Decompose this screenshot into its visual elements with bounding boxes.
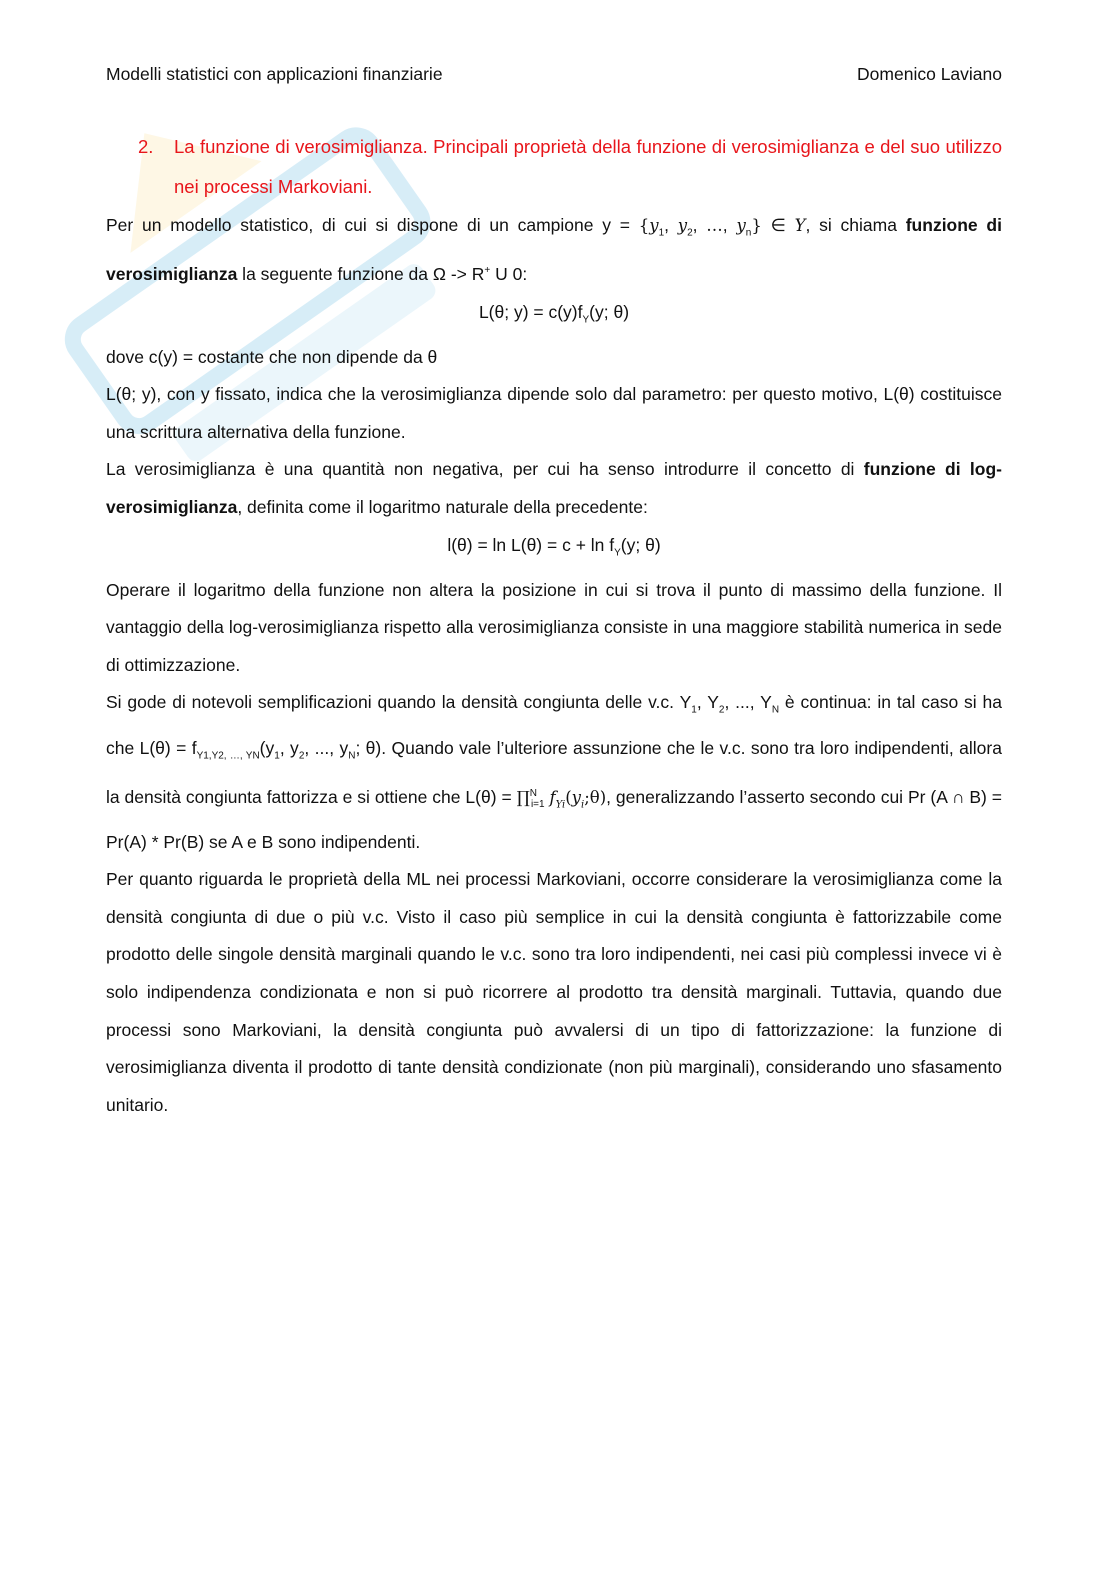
term-log-likelihood: funzione di log-verosimiglianza xyxy=(106,459,1003,517)
paragraph-logarithm-advantage: Operare il logaritmo della funzione non altera la posizione in cui si trova il punto di massimo della funzione. Il vantaggio della log-verosimiglianza rispetto alla verosimiglianza consiste in una maggiore stabilità numerica in sede di ottimizzazione. xyxy=(106,579,1002,675)
section-number: 2. xyxy=(138,136,154,157)
header-author: Domenico Laviano xyxy=(857,64,1002,84)
equation-likelihood: L(θ; $y) = c(y)f_Y(y$; θ) xyxy=(478,301,630,326)
page-header xyxy=(106,64,1002,85)
paragraph-definition: Per un modello statistico, di cui si dispone di un campione $y = \{y_1$, $y_2$, …, $y_n$} ∈ Y, si chiama funzione di verosimiglianza la seguente funzione da Ω -> R+ U 0: xyxy=(106,215,1002,284)
paragraph-joint-density: Si gode di notevoli semplificazioni quando la densità congiunta delle v.c. $Y_1$, $Y_2$, ..., $Y_N$ è continua: in tal caso si ha che $L(\theta) = f_{Y1,Y2, \dots, YN}(y_1$, $y_2$, ..., $y_N$; θ). Quando vale l’ulteriore assunzione che le v.c. sono tra loro indipendenti, allora la densità congiunta fattorizza e si ottiene che L(θ) = ∏$^N_{i=1}$ $f_{Yi}(y_i;\theta)$, generalizzando l’asserto secondo cui Pr (A ∩ B) = Pr(A) * Pr(B) se A e B sono indipendenti. xyxy=(106,692,1003,852)
section-heading xyxy=(106,127,1002,207)
paragraph-markov-processes: Per quanto riguarda le proprietà della ML nei processi Markoviani, occorre considerare la verosimiglianza come la densità congiunta di due o più v.c. Visto il caso più semplice in cui la densità congiunta è fattorizzabile come prodotto delle singole densità marginali quando le v.c. sono tra loro indipendenti, nei casi più complessi invece vi è solo indipendenza condizionata e non si può ricorrere al prodotto tra densità marginali. Tuttavia, quando due processi sono Markoviani, la densità congiunta può avvalersi di un tipo di fattorizzazione: la funzione di verosimiglianza diventa il prodotto di tante densità condizionate (non più marginali), considerando uno sfasamento unitario. xyxy=(106,869,1002,1115)
product-symbol: ∏ xyxy=(516,787,530,807)
term-likelihood-function: funzione di verosimiglianza xyxy=(106,215,1002,284)
equation-log-likelihood: $l(\theta) = \ln L(\theta) = c + \ln f_Y(y$; θ) xyxy=(447,534,661,559)
paragraph-log-likelihood: La verosimiglianza è una quantità non negativa, per cui ha senso introdurre il concetto di funzione di log-verosimiglianza, definita come il logaritmo naturale della precedente: xyxy=(106,459,1003,517)
paragraph-parameter: L(θ; y), con y fissato, indica che la verosimiglianza dipende solo dal parametro: per questo motivo, L(θ) costituisce una scrittura alternativa della funzione. xyxy=(106,384,1002,442)
document-body xyxy=(106,127,1002,1124)
paragraph-constant: dove c(y) = costante che non dipende da θ xyxy=(106,346,438,367)
section-title: La funzione di verosimiglianza. Principali proprietà della funzione di verosimiglianza e del suo utilizzo nei processi Markoviani. xyxy=(174,136,1002,197)
header-course-title: Modelli statistici con applicazioni finanziarie xyxy=(106,64,443,84)
